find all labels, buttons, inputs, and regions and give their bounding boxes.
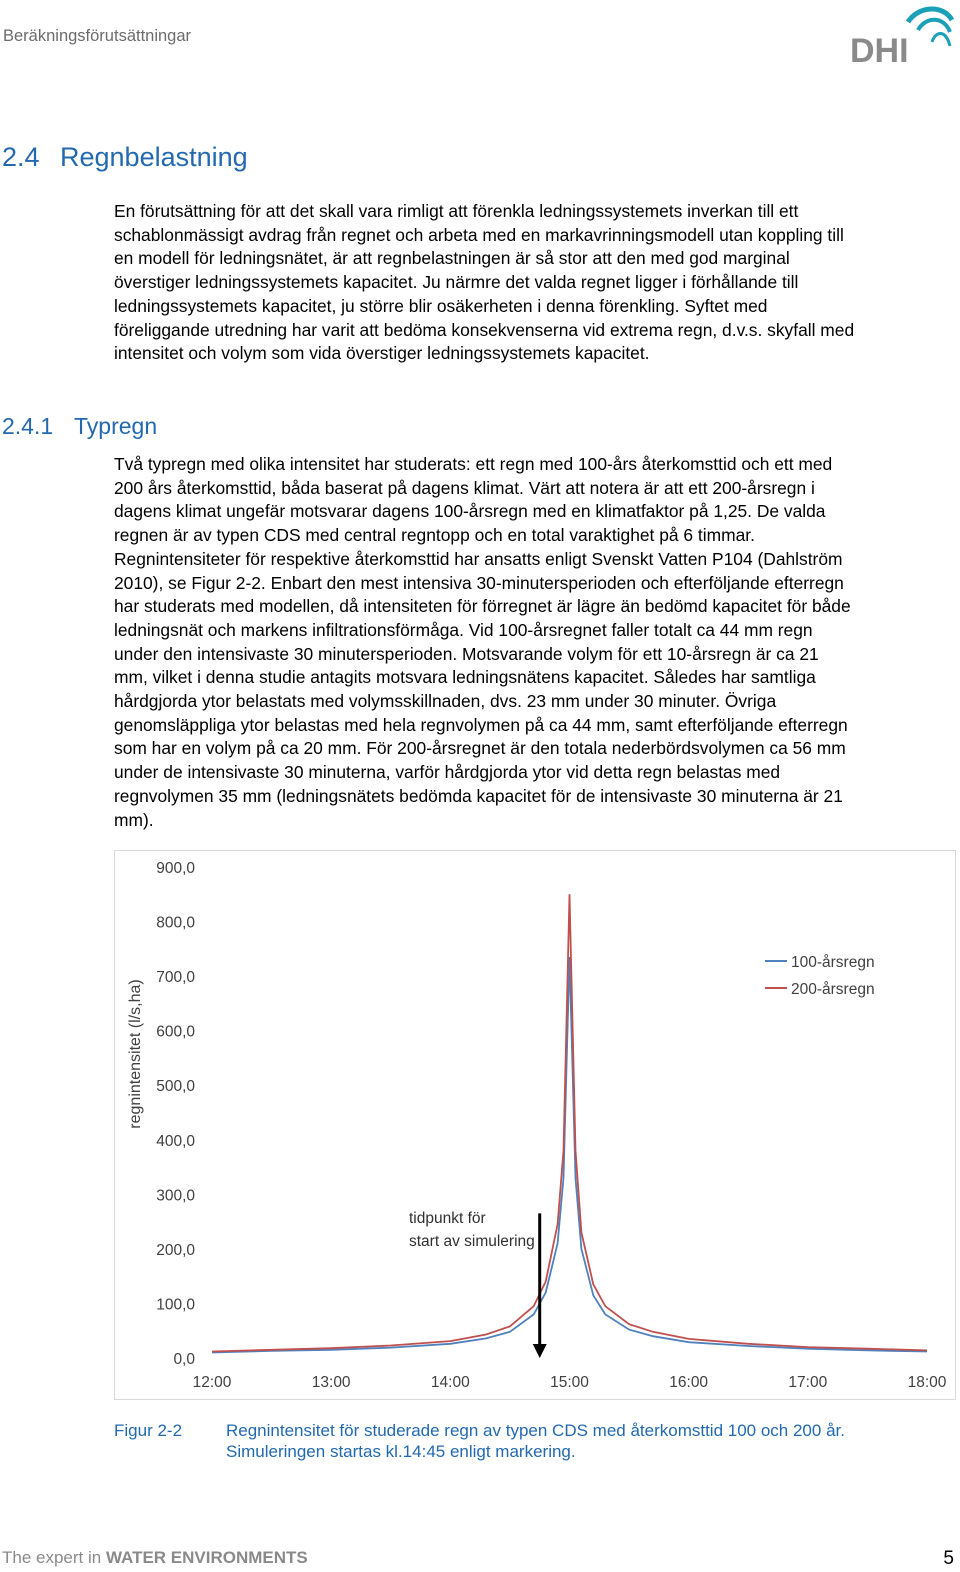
y-tick-label: 0,0 bbox=[173, 1351, 195, 1368]
x-tick-label: 15:00 bbox=[550, 1374, 589, 1391]
legend-entry: 100-årsregn bbox=[791, 954, 875, 971]
subsection-title: Typregn bbox=[74, 413, 158, 439]
figure-caption-text bbox=[226, 1420, 845, 1462]
section-heading bbox=[2, 142, 248, 173]
logo-wave-3 bbox=[932, 33, 950, 46]
x-tick-label: 17:00 bbox=[788, 1374, 828, 1391]
paragraph-line: har studerats med modellen, då intensiteten för förregnet är lägre än bedömd kapacitet för både bbox=[114, 596, 851, 617]
annotation-text: tidpunkt för bbox=[409, 1210, 486, 1227]
chart-canvas bbox=[115, 851, 957, 1401]
figure-label: Figur 2-2 bbox=[114, 1421, 183, 1440]
legend-entry: 200-årsregn bbox=[791, 981, 875, 998]
y-tick-label: 300,0 bbox=[156, 1187, 195, 1205]
y-tick-label: 900,0 bbox=[156, 860, 195, 877]
paragraph-line: mm, vilket i denna studie antagits motsvara ledningsnätens kapacitet. Således har samtliga bbox=[114, 667, 816, 688]
footer-tagline bbox=[2, 1548, 308, 1568]
paragraph-line: hårdgjorda ytor belastats med volymsskillnaden, dvs. 23 mm under 30 minuter. Övriga bbox=[114, 691, 777, 712]
paragraph-line: Två typregn med olika intensitet har studerats: ett regn med 100-års återkomsttid och ett med bbox=[114, 454, 833, 474]
footer-tagline-bold: WATER ENVIRONMENTS bbox=[105, 1548, 308, 1567]
caption-line: Regnintensitet för studerade regn av typen CDS med återkomsttid 100 och 200 år. bbox=[226, 1421, 845, 1440]
section-title: Regnbelastning bbox=[60, 142, 248, 172]
caption-line: Simuleringen startas kl.14:45 enligt markering. bbox=[226, 1442, 576, 1461]
paragraph-line: under de intensivaste 30 minuterna, varför hårdgjorda ytor vid detta regn belastas med bbox=[114, 762, 781, 783]
y-tick-label: 200,0 bbox=[156, 1241, 195, 1259]
paragraph-line: En förutsättning för att det skall vara rimligt att förenkla ledningssystemets inverkan till ett bbox=[114, 201, 799, 221]
logo-wave-2 bbox=[918, 20, 950, 32]
paragraph-line: intensitet och volym som vida överstiger ledningssystemets kapacitet. bbox=[114, 343, 650, 364]
paragraph-line: ledningssystemets kapacitet, ju större blir osäkerheten i denna förenkling. Syftet med bbox=[114, 295, 768, 316]
paragraph-line: ledningsnät och markens infiltrationsförmåga. Vid 100-årsregnet faller totalt ca 44 mm regn bbox=[114, 619, 813, 640]
paragraph-line: som har en volym på ca 20 mm. För 200-årsregnet är den totala nederbördsvolymen ca 56 mm bbox=[114, 738, 846, 759]
series-line bbox=[212, 957, 927, 1353]
y-tick-label: 400,0 bbox=[156, 1132, 195, 1150]
paragraph-line: 200 års återkomsttid, båda baserat på dagens klimat. Värt att notera är att ett 200-årsregn i bbox=[114, 477, 815, 498]
paragraph-line: Regnintensiteter för respektive återkomsttid har ansatts enligt Svenskt Vatten P104 (Dahlström bbox=[114, 548, 843, 569]
subsection-paragraph bbox=[114, 453, 960, 832]
paragraph-line: mm). bbox=[114, 809, 154, 830]
paragraph-line: under den intensivaste 30 minutersperioden. Motsvarande volym för ett 10-årsregn är ca 21 bbox=[114, 643, 819, 664]
subsection-number: 2.4.1 bbox=[2, 413, 54, 439]
page-number: 5 bbox=[943, 1548, 954, 1569]
annotation-arrow-head bbox=[533, 1344, 547, 1358]
paragraph-line: föreliggande utredning har varit att bedöma konsekvenserna vid extrema regn, d.v.s. skyfall med bbox=[114, 319, 855, 340]
paragraph-line: överstiger ledningssystemets kapacitet. Ju närmre det valda regnet ligger i förhållande till bbox=[114, 272, 799, 293]
annotation-text: start av simulering bbox=[409, 1233, 535, 1250]
paragraph-line: genomsläppliga ytor belastas med hela regnvolymen på ca 44 mm, samt efterföljande efterregn bbox=[114, 714, 848, 735]
x-tick-label: 13:00 bbox=[311, 1374, 351, 1391]
logo-text: DHI bbox=[850, 32, 909, 68]
paragraph-line: 2010), se Figur 2-2. Enbart den mest intensiva 30-minutersperioden och efterföljande efterregn bbox=[114, 572, 844, 593]
paragraph-line: regnen är av typen CDS med central regntopp och en total varaktighet på 6 timmar. bbox=[114, 525, 755, 546]
rain-intensity-chart bbox=[114, 850, 956, 1400]
footer-tagline-prefix: The expert in bbox=[2, 1548, 106, 1567]
x-tick-label: 14:00 bbox=[430, 1374, 470, 1391]
paragraph-line: schablonmässigt avdrag från regnet och arbeta med en markavrinningsmodell utan koppling till bbox=[114, 224, 844, 245]
y-tick-label: 600,0 bbox=[156, 1023, 195, 1041]
dhi-logo bbox=[848, 2, 958, 68]
paragraph-line: regnvolymen 35 mm (ledningsnätets bedömda kapacitet för de intensivaste 30 minuterna är 21 bbox=[114, 785, 843, 806]
y-tick-label: 100,0 bbox=[156, 1296, 195, 1314]
x-tick-label: 16:00 bbox=[669, 1374, 709, 1391]
y-tick-label: 500,0 bbox=[156, 1078, 195, 1096]
paragraph-line: dagens klimat ungefär motsvarar dagens 100-årsregn med en klimatfaktor på 1,25. De valda bbox=[114, 501, 826, 522]
section-number: 2.4 bbox=[2, 142, 40, 172]
y-tick-label: 700,0 bbox=[156, 969, 195, 987]
running-header: Beräkningsförutsättningar bbox=[3, 27, 192, 45]
paragraph-line: en modell för ledningsnätet, är att regnbelastningen är så stor att den med god marginal bbox=[114, 248, 790, 269]
subsection-heading bbox=[2, 413, 157, 440]
x-tick-label: 12:00 bbox=[192, 1374, 232, 1391]
section-paragraph bbox=[114, 200, 960, 366]
y-tick-label: 800,0 bbox=[156, 914, 195, 932]
x-tick-label: 18:00 bbox=[907, 1374, 947, 1391]
y-axis-label: regnintensitet (l/s,ha) bbox=[127, 979, 144, 1129]
